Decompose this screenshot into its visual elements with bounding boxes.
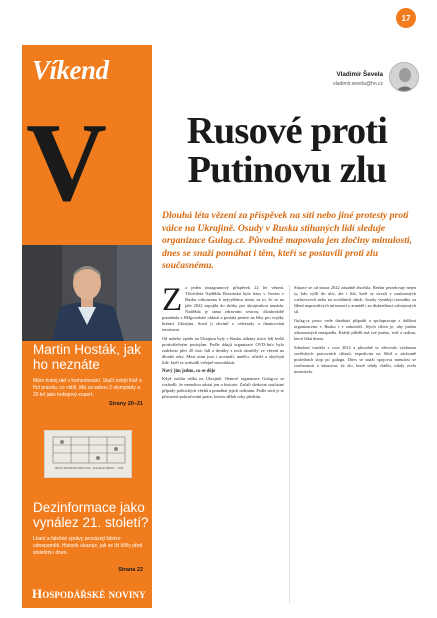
article-paragraph-text: a jeden instagramový příspěvek 22 let vězení. Třicetiletá Naděžda Rossinská byla letos v červnu v Rusku odsouzena k nejvyššímu trestu za to, že se na jaře 2022 zapojila do sbírky pro ukrajinskou armádu. Naděžda je sama zdravotní sestrou, dlouhodobě pomáhala v Bělgorodské oblasti a poslala peníze na léky pro vojáky bránící Ukrajinu. Soud ji obvinil z velezrady a financování terorismu. bbox=[162, 285, 284, 332]
newspaper-logo: Hospodářské noviny bbox=[32, 586, 146, 601]
article-paragraph bbox=[162, 282, 284, 333]
article-paragraph: Situace se od února 2022 zásadně zhoršila. Režim perzekvuje nejen ty, kdo vyšli do ulic, ale i lidi, kteří se ozvali v soukromých rozhovorech nebo na sociálních sítích. Soudy vynášejí rozsudky za šíření nepravdivých informací o armádě i za diskreditaci ozbrojených sil. bbox=[294, 285, 416, 314]
article-headline: Rusové proti Putinovu zlu bbox=[186, 110, 388, 191]
author-email[interactable]: vladimir.sevela@hn.cz bbox=[333, 81, 383, 87]
sidebar bbox=[22, 45, 152, 608]
teaser2-photo-old-print bbox=[44, 430, 132, 478]
teaser-photo-man bbox=[22, 245, 152, 341]
teaser1-text: Mám hokej rád v komentování. Stačí nebýt lhář a říct pravdu, co vidíš. Má za sebou 2 olympiády a 20 let jako hokejový expert. bbox=[33, 378, 142, 398]
teaser2-text: Lhaní a falešné zprávy provázejí lidstvo odnepaměti. Historik ukazuje, jak se lži šířily před stoletími i dnes. bbox=[33, 536, 143, 556]
section-letter: V bbox=[26, 101, 107, 225]
author-portrait-icon bbox=[390, 63, 419, 92]
article-paragraph: Od našeho vpádu na Ukrajinu byly v Rusku stíhány tisíce lidí kvůli protiválečným postojům. Podle údajů organizace OVD-Info bylo zadrženo přes 20 tisíc lidí a desítky z nich skončily ve vězení na dlouhé roky. Mezi nimi jsou i novináři, umělci, učitelé a obyčejní lidé, kteří se rozhodli veřejně nesouhlasit. bbox=[162, 335, 284, 365]
teaser2-title[interactable]: Dezinformace jako vynález 21. století? bbox=[33, 500, 149, 531]
section-title: Víkend bbox=[32, 55, 109, 85]
portrait-illustration bbox=[22, 245, 152, 341]
article-perex: Dlouhá léta vězení za příspěvek na síti nebo jiné protesty proti válce na Ukrajině. Osudy v Rusku stíhaných lidí sleduje organizace Gulag.cz. Původně mapovala jen zločiny minulosti, dnes se snaží pomáhat i těm, kteří se postavili proti zlu současnému. bbox=[162, 210, 413, 272]
teaser2-photo-caption: VELKÁ KRADENÁ KNIHOVNA · KOLEKCE SBÍRKY · 1934 bbox=[54, 467, 124, 470]
article-paragraph: Když začala válka na Ukrajině, členové organizace Gulag.cz se rozhodli, že nemohou zůstat jen u historie. Začali sledovat současné případy politických vězňů a pomáhat jejich rodinám. Podle nich je to přirozené pokračování práce, kterou dělali roky předtím. bbox=[162, 376, 284, 400]
author-name: Vladimír Ševela bbox=[336, 71, 383, 78]
article-column-2 bbox=[294, 285, 416, 378]
article-column-1 bbox=[162, 282, 284, 403]
page-number-badge: 17 bbox=[396, 8, 416, 28]
teaser1-title[interactable]: Martin Hosták, jak ho neznáte bbox=[33, 342, 142, 373]
article-paragraph: Gulag.cz proto vede databázi případů a spolupracuje s dalšími organizacemi v Rusku i v zahraničí. Jejich cílem je, aby jména odsouzených nezapadla. Každý příběh má své jméno, tvář a rodinu, která čeká doma. bbox=[294, 317, 416, 341]
article-paragraph: Sdružení vzniklo v roce 2012 a původně se věnovalo výzkumu sovětských pracovních táborů, expedicím na Sibiř a záchraně posledních stop po gulagu. Dnes se snaží spojovat minulost se současností a ukazovat, že zlo, které tehdy vládlo, nikdy zcela nezmizelo. bbox=[294, 344, 416, 374]
old-engraving-illustration bbox=[45, 431, 132, 467]
drop-cap: Z bbox=[162, 282, 183, 318]
teaser2-page-ref: Strana 22 bbox=[118, 567, 143, 573]
teaser1-page-ref: Strany 20–21 bbox=[109, 401, 143, 407]
column-divider bbox=[289, 285, 290, 603]
article-subheading: Nový jim jedno, co se děje bbox=[162, 368, 216, 374]
author-avatar bbox=[389, 62, 419, 92]
